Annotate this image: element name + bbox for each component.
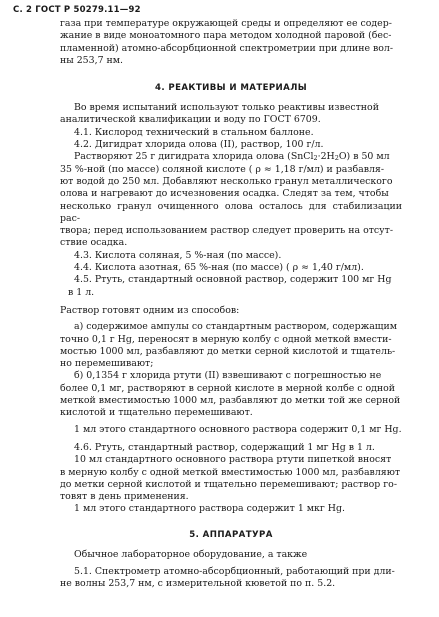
text-line: ствие осадка. bbox=[60, 237, 128, 249]
text-line: аналитической квалификации и воду по ГОСТ 6709. bbox=[60, 114, 321, 126]
text-line: но перемешивают; bbox=[60, 358, 154, 370]
text-segment: ·2H bbox=[317, 151, 335, 163]
intro-paragraph bbox=[60, 18, 402, 67]
section-5-heading: 5. АППАРАТУРА bbox=[189, 529, 273, 540]
text-line: пламенной) атомно-абсорбционной спектрометрии при длине вол- bbox=[60, 42, 394, 54]
text-line: 35 %-ной (по массе) соляной кислоте ( ρ ≈ 1,18 г/мл) и разбавля- bbox=[60, 163, 385, 175]
page-body bbox=[60, 18, 402, 591]
text-line: меткой вместимостью 1000 мл, разбавляют до метки той же серной bbox=[60, 395, 401, 407]
text-line: газа при температуре окружающей среды и определяют ее содер- bbox=[60, 18, 392, 29]
method-b: б) 0,1354 г хлорида ртути (II) взвешивают с погрешностью не bbox=[74, 370, 382, 382]
clause-4-1: 4.1. Кислород технический в стальном баллоне. bbox=[74, 126, 314, 138]
concentration-note: 1 мл этого стандартного основного раствора содержит 0,1 мг Hg. bbox=[74, 423, 402, 435]
text-line: до метки серной кислотой и тщательно перемешивают; раствор го- bbox=[60, 478, 397, 490]
text-line: ют водой до 250 мл. Добавляют несколько гранул металлического bbox=[60, 175, 393, 187]
section-5-lead: Обычное лабораторное оборудование, а также bbox=[74, 548, 308, 560]
section-4-heading: 4. РЕАКТИВЫ И МАТЕРИАЛЫ bbox=[154, 83, 308, 94]
text-line: товят в день применения. bbox=[60, 491, 189, 503]
text-line: ны 253,7 нм. bbox=[60, 54, 124, 66]
clause-4-6: 4.6. Ртуть, стандартный раствор, содержащий 1 мг Hg в 1 л. bbox=[74, 441, 375, 453]
text-line: в мерную колбу с одной меткой вместимостью 1000 мл, разбавляют bbox=[60, 466, 401, 478]
clause-5-1: 5.1. Спектрометр атомно-абсорбционный, работающий при дли- bbox=[74, 565, 395, 577]
text-line: мостью 1000 мл, разбавляют до метки серной кислотой и тщатель- bbox=[60, 345, 396, 357]
text-segment: Растворяют 25 г дигидрата хлорида олова (SnCl bbox=[74, 151, 314, 163]
running-header: С. 2 ГОСТ Р 50279.11—92 bbox=[13, 5, 141, 15]
text-line: твора; перед использованием раствор следует проверить на отсут- bbox=[60, 225, 394, 237]
clause-4-5: 4.5. Ртуть, стандартный основной раствор, содержит 100 мг Hg bbox=[74, 274, 392, 286]
text-line bbox=[60, 151, 402, 163]
text-line: более 0,1 мг, растворяют в серной кислоте в мерной колбе с одной bbox=[60, 382, 396, 394]
concentration-note: 1 мл этого стандартного раствора содержит 1 мкг Hg. bbox=[74, 503, 345, 515]
text-segment: O) в 50 мл bbox=[338, 151, 390, 163]
subscript: 2 bbox=[334, 154, 339, 163]
clause-4-2: 4.2. Дигидрат хлорида олова (II), раствор, 100 г/л. bbox=[74, 139, 324, 151]
clause-4-3: 4.3. Кислота соляная, 5 %-ная (по массе). bbox=[74, 249, 282, 261]
text-line: не волны 253,7 нм, с измерительной кюветой по п. 5.2. bbox=[60, 578, 336, 590]
subscript: 2 bbox=[313, 154, 318, 163]
text-line: олова и нагревают до исчезновения осадка. Следят за тем, чтобы bbox=[60, 188, 389, 200]
text-line: жание в виде моноатомного пара методом холодной паровой (бес- bbox=[60, 30, 392, 42]
text-line: Во время испытаний используют только реактивы известной bbox=[74, 102, 379, 114]
method-a: а) содержимое ампулы со стандартным раствором, содержащим bbox=[74, 321, 398, 333]
text-line: кислотой и тщательно перемешивают. bbox=[60, 407, 253, 419]
text-line: точно 0,1 г Hg, переносят в мерную колбу с одной меткой вмести- bbox=[60, 333, 392, 345]
text-line: в 1 л. bbox=[68, 286, 95, 298]
clause-4-4: 4.4. Кислота азотная, 65 %-ная (по массе) ( ρ ≈ 1,40 г/мл). bbox=[74, 262, 364, 274]
text-line: несколько гранул очищенного олова осталось для стабилизации рас- bbox=[60, 200, 402, 224]
methods-lead: Раствор готовят одним из способов: bbox=[60, 304, 240, 316]
text-line: 10 мл стандартного основного раствора ртути пипеткой вносят bbox=[74, 454, 392, 466]
